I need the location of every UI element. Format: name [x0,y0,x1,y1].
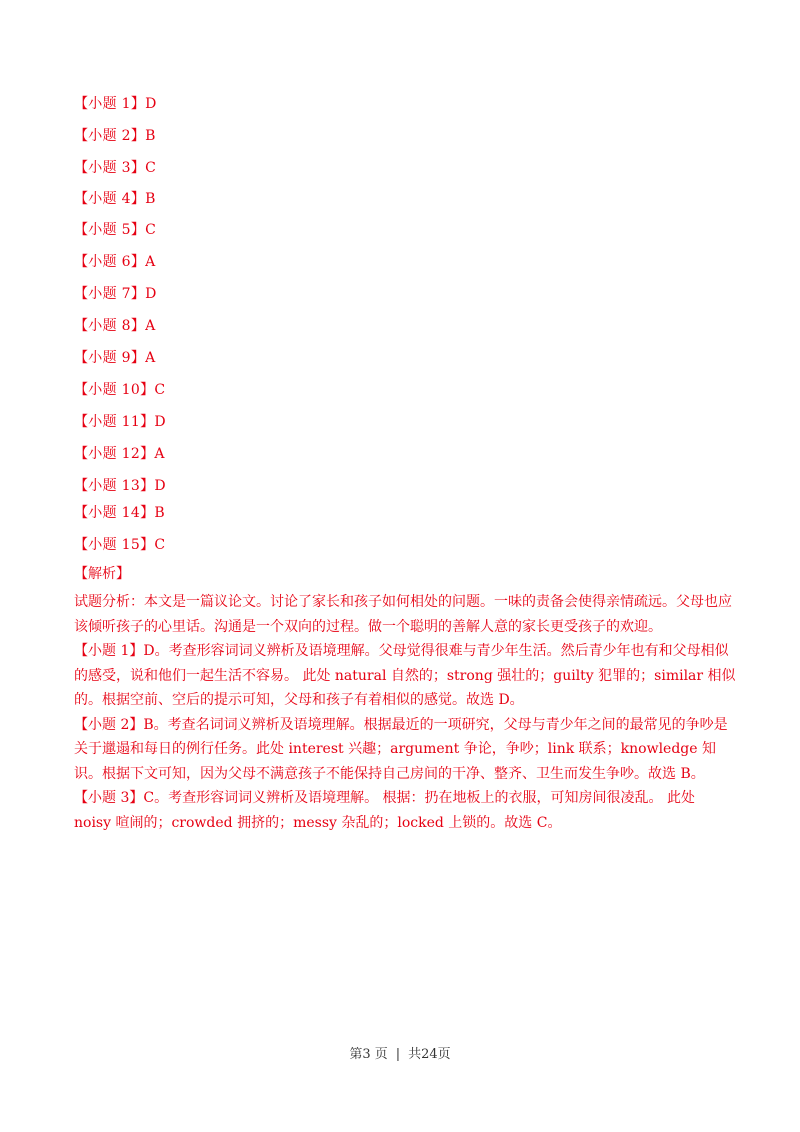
answer-row-2 [74,126,734,146]
question-label: 【小题 11】 [74,414,155,430]
question-label: 【小题 9】 [74,350,146,366]
footer-separator: | [395,1047,401,1062]
answer-row-4 [74,189,734,209]
analysis-summary: 试题分析：本文是一篇议论文。讨论了家长和孩子如何相处的问题。一味的责备会使得亲情疏远。父母也应该倾听孩子的心里话。沟通是一个双向的过程。做一个聪明的善解人意的家长更受孩子的欢迎。 [74,594,732,635]
question-label: 【小题 4】 [74,191,146,207]
page-footer [0,1046,800,1064]
page-total: 共24页 [408,1047,451,1062]
answer-value: B [154,505,165,521]
answer-row-7 [74,284,734,304]
answer-row-6 [74,252,734,272]
answer-value: B [145,128,156,144]
question-label: 【小题 2】 [74,128,146,144]
answer-row-14 [74,503,734,523]
answer-row-10 [74,380,734,400]
answer-value: A [145,318,156,334]
answer-row-9 [74,348,734,368]
question-label: 【小题 14】 [74,505,155,521]
question-label: 【小题 7】 [74,286,146,302]
answer-value: D [154,478,166,494]
answer-value: C [154,382,166,398]
answer-value: B [145,191,156,207]
answer-value: A [154,446,165,462]
answer-value: C [145,160,157,176]
answer-row-12 [74,444,734,464]
answer-row-8 [74,316,734,336]
question-label: 【小题 15】 [74,537,155,553]
answer-row-1 [74,94,734,114]
answer-value: A [145,254,156,270]
answer-value: C [145,222,157,238]
question-label: 【小题 8】 [74,318,146,334]
question-label: 【小题 13】 [74,478,155,494]
answer-row-5 [74,220,734,240]
answer-value: D [154,414,166,430]
question-label: 【小题 3】 [74,160,146,176]
analysis-body [74,590,736,835]
answer-row-11 [74,412,734,432]
question-label: 【小题 5】 [74,222,146,238]
answer-row-3 [74,158,734,178]
analysis-question-2: 【小题 2】B。考查名词词义辨析及语境理解。根据最近的一项研究，父母与青少年之间的最常见的争吵是关于邋遢和每日的例行任务。此处 interest 兴趣；argument 争论，争吵；link 联系；knowledge 知识。根据下文可知，因为父母不满意孩子不能保持自己房间的干净、整齐、卫生而发生争吵。故选 B。 [74,716,728,782]
answer-list [74,94,734,555]
answer-row-13 [74,476,734,496]
answer-value: D [145,96,157,112]
answer-value: C [154,537,166,553]
page-number: 第3 页 [349,1047,388,1062]
question-label: 【小题 1】 [74,96,146,112]
analysis-question-3: 【小题 3】C。考查形容词词义辨析及语境理解。 根据：扔在地板上的衣服，可知房间很凌乱。 此处 noisy 喧闹的；crowded 拥挤的；messy 杂乱的；locked 上锁的。故选 C。 [74,790,695,831]
analysis-heading: 【解析】 [74,566,130,582]
question-label: 【小题 10】 [74,382,155,398]
answer-value: D [145,286,157,302]
answer-value: A [145,350,156,366]
question-label: 【小题 12】 [74,446,155,462]
answer-row-15 [74,535,734,555]
analysis-question-1: 【小题 1】D。考查形容词词义辨析及语境理解。父母觉得很难与青少年生活。然后青少年也有和父母相似的感受，说和他们一起生活不容易。 此处 natural 自然的；strong 强壮的；guilty 犯罪的；similar 相似的。根据空前、空后的提示可知，父母和孩子有着相似的感觉。故选 D。 [74,643,736,708]
question-label: 【小题 6】 [74,254,146,270]
